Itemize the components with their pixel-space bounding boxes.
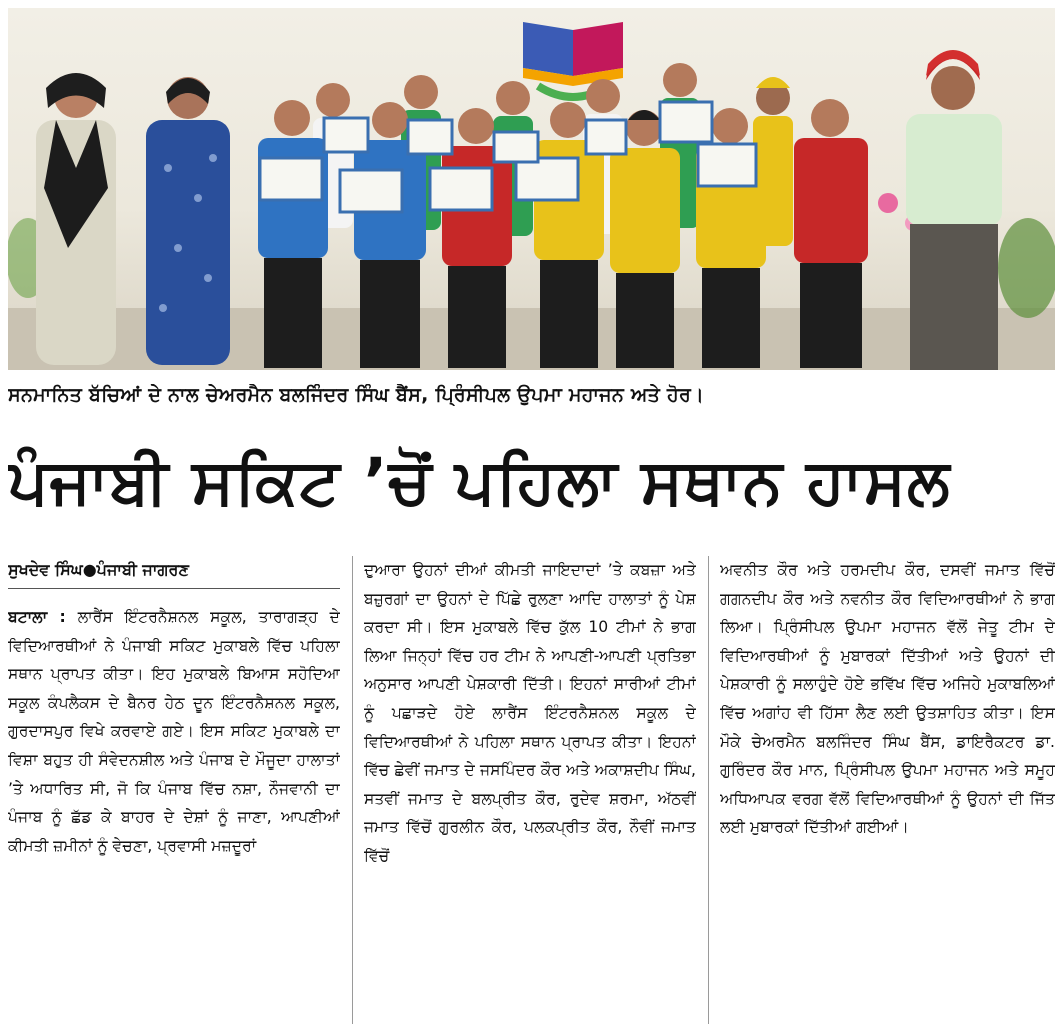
column-divider	[352, 556, 353, 1024]
article-column-2	[364, 556, 696, 1024]
headline: ਪੰਜਾਬੀ ਸਕਿਟ ’ਚੋਂ ਪਹਿਲਾ ਸਥਾਨ ਹਾਸਲ	[8, 445, 951, 518]
column-divider	[708, 556, 709, 1024]
photo-caption: ਸਨਮਾਨਿਤ ਬੱਚਿਆਂ ਦੇ ਨਾਲ ਚੇਅਰਮੈਨ ਬਲਜਿੰਦਰ ਸਿੰਘ ਬੈਂਸ, ਪ੍ਰਿੰਸੀਪਲ ਉਪਮਾ ਮਹਾਜਨ ਅਤੇ ਹੋਰ।	[8, 384, 705, 406]
group-photo-illustration	[8, 8, 1055, 370]
group-photo	[8, 8, 1055, 370]
column-1-text: ਲਾਰੈਂਸ ਇੰਟਰਨੈਸ਼ਨਲ ਸਕੂਲ, ਤਾਰਾਗੜ੍ਹ ਦੇ ਵਿਦਿਆਰਥੀਆਂ ਨੇ ਪੰਜਾਬੀ ਸਕਿਟ ਮੁਕਾਬਲੇ ਵਿੱਚ ਪਹਿਲਾ ਸਥਾਨ ਪ੍ਰਾਪਤ ਕੀਤਾ। ਇਹ ਮੁਕਾਬਲੇ ਬਿਆਸ ਸਹੋਦਿਆ ਸਕੂਲ ਕੰਪਲੈਕਸ ਦੇ ਬੈਨਰ ਹੇਠ ਦੂਨ ਇੰਟਰਨੈਸ਼ਨਲ ਸਕੂਲ, ਗੁਰਦਾਸਪੁਰ ਵਿਖੇ ਕਰਵਾਏ ਗਏ। ਇਸ ਸਕਿਟ ਮੁਕਾਬਲੇ ਦਾ ਵਿਸ਼ਾ ਬਹੁਤ ਹੀ ਸੰਵੇਦਨਸ਼ੀਲ ਅਤੇ ਪੰਜਾਬ ਦੇ ਮੌਜੂਦਾ ਹਾਲਾਤਾਂ ’ਤੇ ਅਧਾਰਿਤ ਸੀ, ਜੋ ਕਿ ਪੰਜਾਬ ਵਿੱਚ ਨਸ਼ਾ, ਨੌਜਵਾਨੀ ਦਾ ਪੰਜਾਬ ਨੂੰ ਛੱਡ ਕੇ ਬਾਹਰ ਦੇ ਦੇਸ਼ਾਂ ਨੂੰ ਜਾਣਾ, ਆਪਣੀਆਂ ਕੀਮਤੀ ਜ਼ਮੀਨਾਂ ਨੂੰ ਵੇਚਣਾ, ਪ੍ਰਵਾਸੀ ਮਜ਼ਦੂਰਾਂ	[8, 608, 340, 855]
column-3-text: ਅਵਨੀਤ ਕੌਰ ਅਤੇ ਹਰਮਦੀਪ ਕੌਰ, ਦਸਵੀਂ ਜਮਾਤ ਵਿੱਚੋਂ ਗਗਨਦੀਪ ਕੌਰ ਅਤੇ ਨਵਨੀਤ ਕੌਰ ਵਿਦਿਆਰਥੀਆਂ ਨੇ ਭਾਗ ਲਿਆ। ਪ੍ਰਿੰਸੀਪਲ ਉਪਮਾ ਮਹਾਜਨ ਵੱਲੋਂ ਜੇਤੂ ਟੀਮ ਦੇ ਵਿਦਿਆਰਥੀਆਂ ਨੂੰ ਮੁਬਾਰਕਾਂ ਦਿੱਤੀਆਂ ਅਤੇ ਉਹਨਾਂ ਦੀ ਪੇਸ਼ਕਾਰੀ ਨੂੰ ਸਲਾਹੁੰਦੇ ਹੋਏ ਭਵਿੱਖ ਵਿੱਚ ਅਜਿਹੇ ਮੁਕਾਬਲਿਆਂ ਵਿੱਚ ਅਗਾਂਹ ਵੀ ਹਿੱਸਾ ਲੈਣ ਲਈ ਉਤਸ਼ਾਹਿਤ ਕੀਤਾ। ਇਸ ਮੌਕੇ ਚੇਅਰਮੈਨ ਬਲਜਿੰਦਰ ਸਿੰਘ ਬੈਂਸ, ਡਾਇਰੈਕਟਰ ਡਾ. ਗੁਰਿੰਦਰ ਕੌਰ ਮਾਨ, ਪ੍ਰਿੰਸੀਪਲ ਉਪਮਾ ਮਹਾਜਨ ਅਤੇ ਸਮੂਹ ਅਧਿਆਪਕ ਵਰਗ ਵੱਲੋਂ ਵਿਦਿਆਰਥੀਆਂ ਨੂੰ ਉਹਨਾਂ ਦੀ ਜਿੱਤ ਲਈ ਮੁਬਾਰਕਾਂ ਦਿੱਤੀਆਂ ਗਈਆਂ।	[720, 561, 1055, 837]
article-body	[8, 556, 1055, 1024]
article-column-3	[720, 556, 1055, 1024]
column-2-text: ਦੁਆਰਾ ਉਹਨਾਂ ਦੀਆਂ ਕੀਮਤੀ ਜਾਇਦਾਦਾਂ ’ਤੇ ਕਬਜ਼ਾ ਅਤੇ ਬਜ਼ੁਰਗਾਂ ਦਾ ਉਹਨਾਂ ਦੇ ਪਿੱਛੇ ਰੁਲਣਾ ਆਦਿ ਹਾਲਾਤਾਂ ਨੂੰ ਪੇਸ਼ ਕਰਦਾ ਸੀ। ਇਸ ਮੁਕਾਬਲੇ ਵਿੱਚ ਕੁੱਲ 10 ਟੀਮਾਂ ਨੇ ਭਾਗ ਲਿਆ ਜਿਨ੍ਹਾਂ ਵਿੱਚ ਹਰ ਟੀਮ ਨੇ ਆਪਣੀ-ਆਪਣੀ ਪ੍ਰਤਿਭਾ ਅਨੁਸਾਰ ਆਪਣੀ ਪੇਸ਼ਕਾਰੀ ਦਿੱਤੀ। ਇਹਨਾਂ ਸਾਰੀਆਂ ਟੀਮਾਂ ਨੂੰ ਪਛਾੜਦੇ ਹੋਏ ਲਾਰੈਂਸ ਇੰਟਰਨੈਸ਼ਨਲ ਸਕੂਲ ਦੇ ਵਿਦਿਆਰਥੀਆਂ ਨੇ ਪਹਿਲਾ ਸਥਾਨ ਪ੍ਰਾਪਤ ਕੀਤਾ। ਇਹਨਾਂ ਵਿੱਚ ਛੇਵੀਂ ਜਮਾਤ ਦੇ ਜਸਪਿੰਦਰ ਕੌਰ ਅਤੇ ਅਕਾਸ਼ਦੀਪ ਸਿੰਘ, ਸਤਵੀਂ ਜਮਾਤ ਦੇ ਬਲਪ੍ਰੀਤ ਕੌਰ, ਰੁਦੇਵ ਸ਼ਰਮਾ, ਅੱਠਵੀਂ ਜਮਾਤ ਵਿੱਚੋਂ ਗੁਰਲੀਨ ਕੌਰ, ਪਲਕਪ੍ਰੀਤ ਕੌਰ, ਨੌਵੀਂ ਜਮਾਤ ਵਿੱਚੋਂ	[364, 561, 696, 865]
article-column-1	[8, 556, 340, 1024]
dateline: ਬਟਾਲਾ :	[8, 608, 66, 626]
person-teacher-left	[36, 73, 116, 365]
person-principal	[146, 77, 230, 365]
byline: ਸੁਖਦੇਵ ਸਿੰਘ●ਪੰਜਾਬੀ ਜਾਗਰਣ	[8, 556, 340, 589]
paragraph-1	[8, 603, 340, 860]
person-chairman	[906, 50, 1002, 370]
